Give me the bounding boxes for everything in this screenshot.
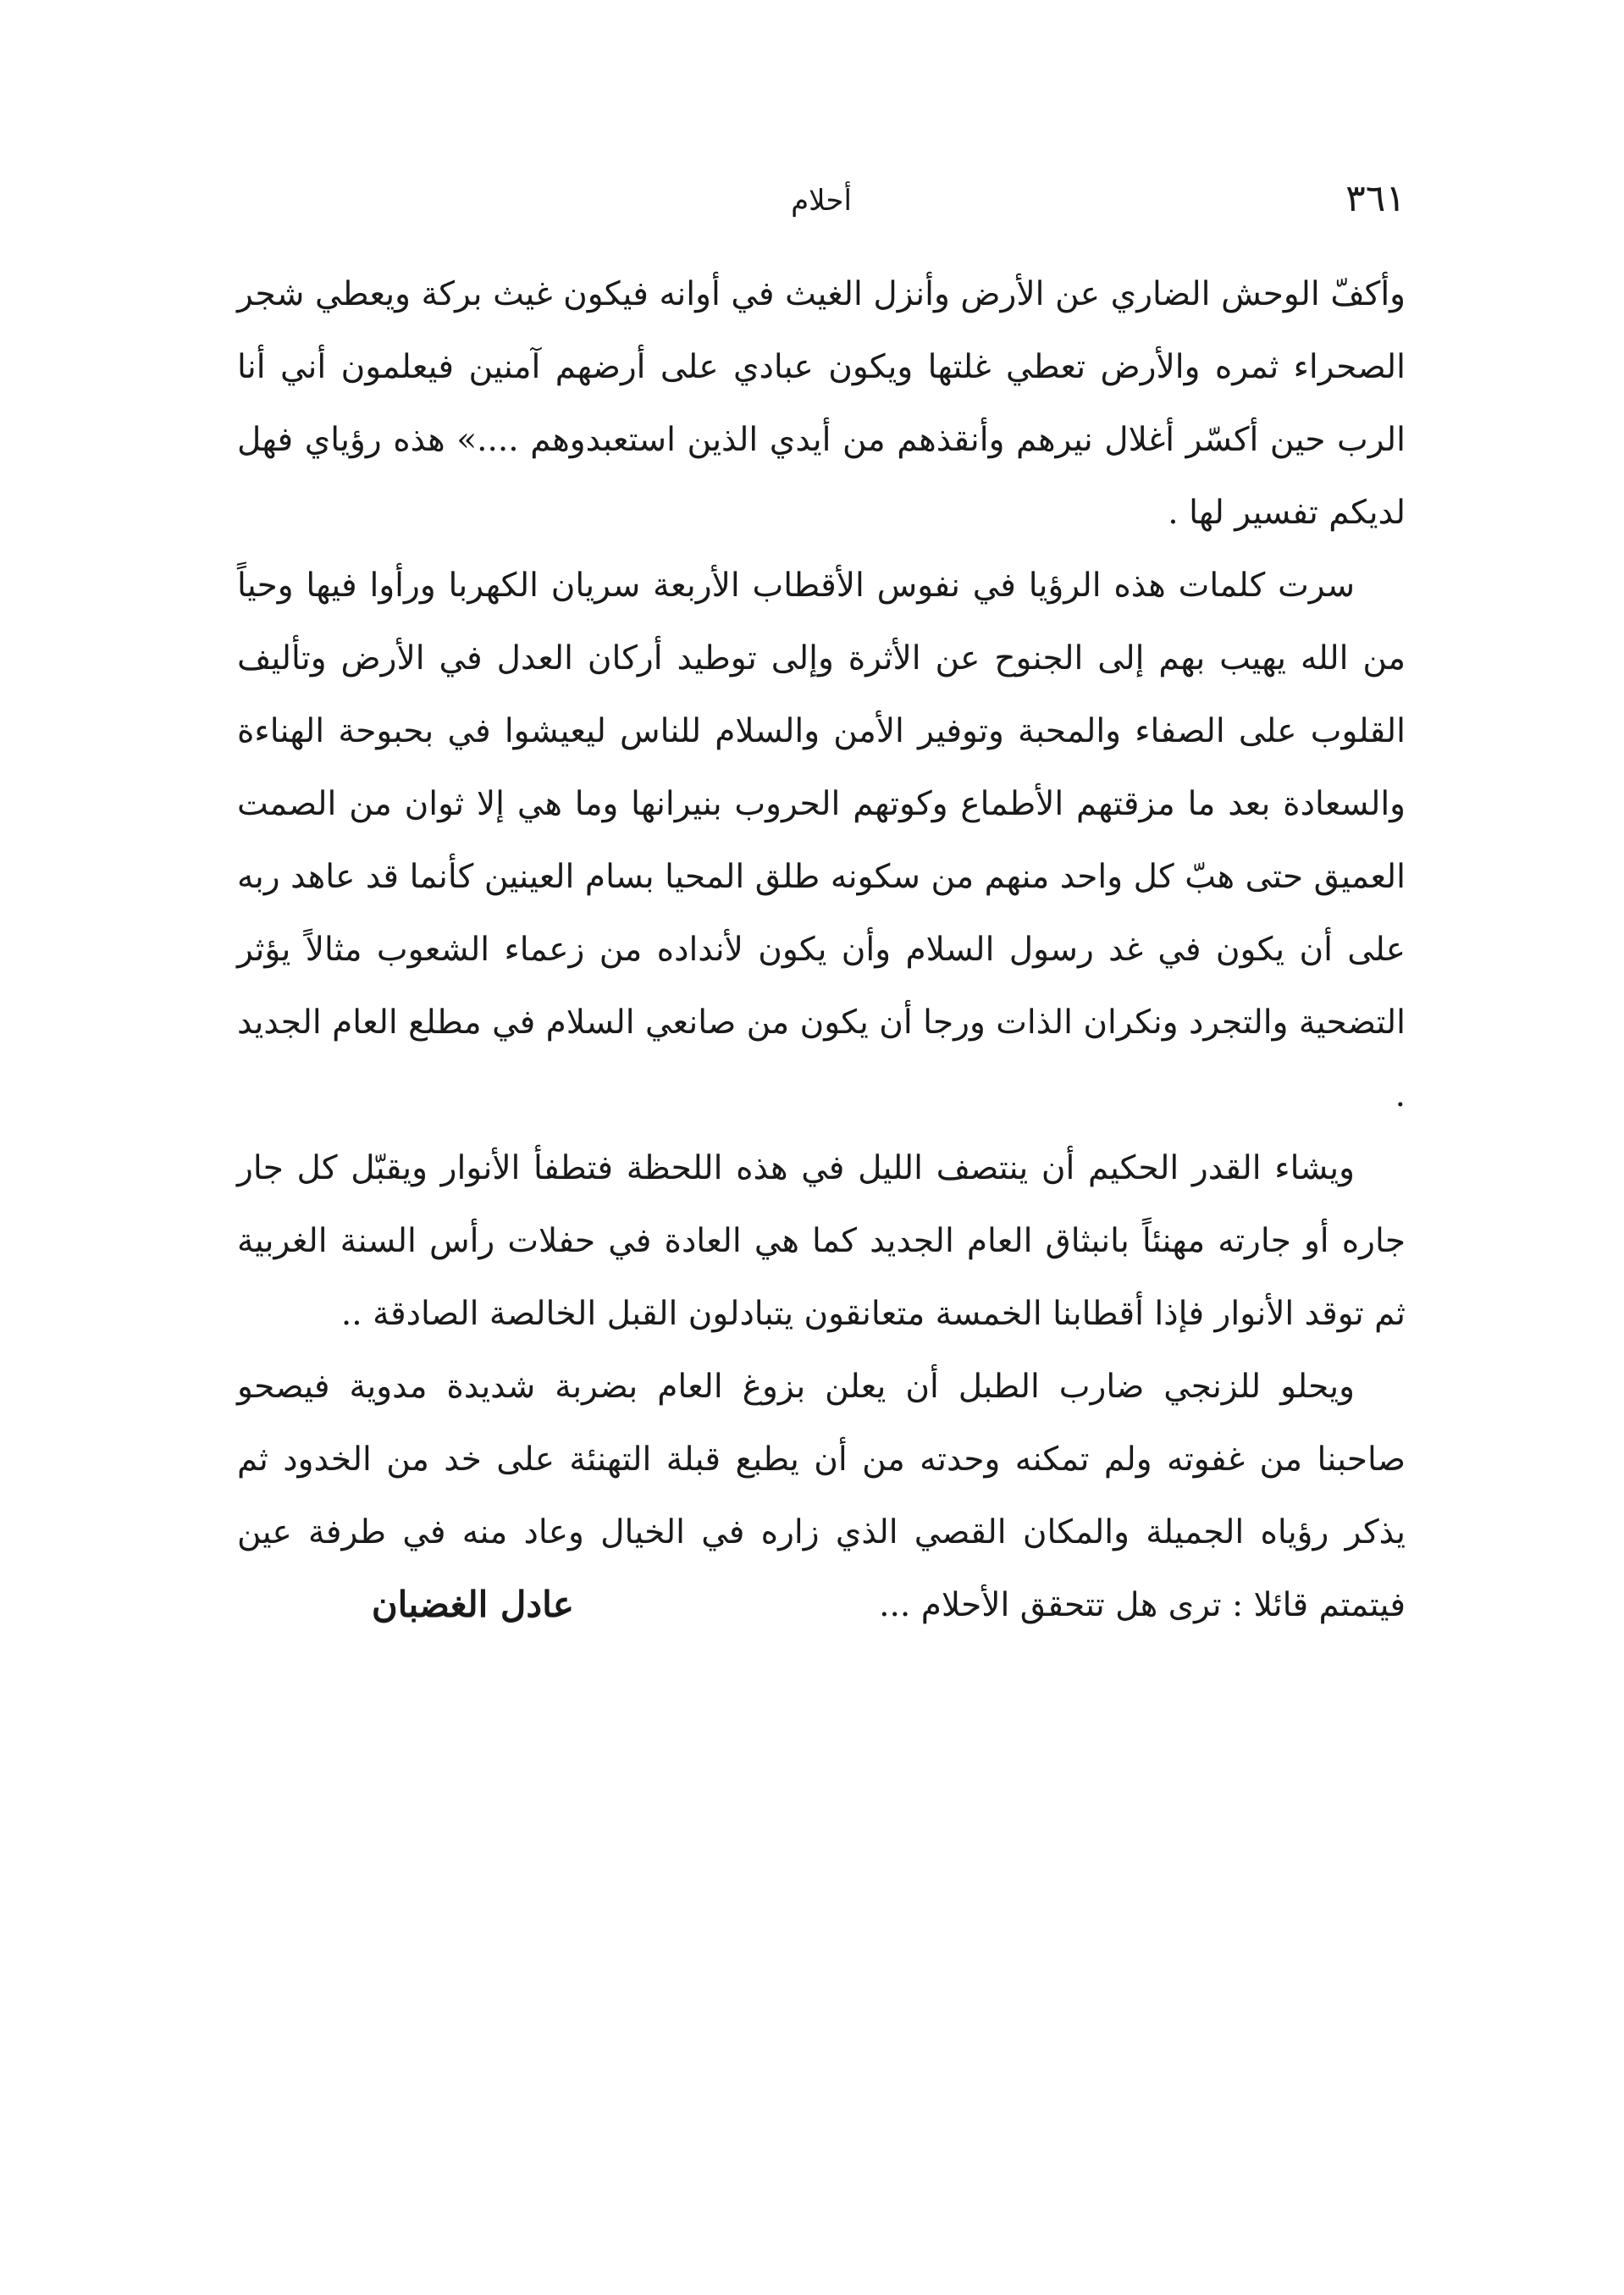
body-text: [237, 258, 1406, 1642]
running-title: أحلام: [791, 184, 852, 218]
author-signature: عادل الغضبان: [371, 1584, 574, 1625]
running-head: [237, 174, 1406, 224]
paragraph-3: ويشاء القدر الحكيم أن ينتصف الليل في هذه اللحظة فتطفأ الأنوار ويقبّل كل جار جاره أو جارته مهنئاً بانبثاق العام الجديد كما هي العادة في حفلات رأس السنة الغربية ثم توقد الأنوار فإذا أقطابنا الخمسة متعانقون يتبادلون القبل الخالصة الصادقة ..: [237, 1149, 1406, 1333]
page-number: ٣٦١: [1345, 177, 1406, 220]
paragraph-2: سرت كلمات هذه الرؤيا في نفوس الأقطاب الأربعة سريان الكهربا ورأوا فيها وحياً من الله يهيب بهم إلى الجنوح عن الأثرة وإلى توطيد أركان العدل في الأرض وتأليف القلوب على الصفاء والمحبة وتوفير الأمن والسلام للناس ليعيشوا في بحبوحة الهناءة والسعادة بعد ما مزقتهم الأطماع وكوتهم الحروب بنيرانها وما هي إلا ثوان من الصمت العميق حتى هبّ كل واحد منهم من سكونه طلق المحيا بسام العينين كأنما قد عاهد ربه على أن يكون في غد رسول السلام وأن يكون لأنداده من زعماء الشعوب مثالاً يؤثر التضحية والتجرد ونكران الذات ورجا أن يكون من صانعي السلام في مطلع العام الجديد .: [237, 567, 1406, 1114]
paragraph-4: ويحلو للزنجي ضارب الطبل أن يعلن بزوغ العام بضربة شديدة مدوية فيصحو صاحبنا من غفوته ولم تمكنه وحدته من أن يطبع قبلة التهنئة على خد من الخدود ثم يذكر رؤياه الجميلة والمكان القصي الذي زاره في الخيال وعاد منه في طرفة عين فيتمتم قائلا : ترى هل تتحقق الأحلام ...: [237, 1368, 1406, 1624]
paragraph-1: وأكفّ الوحش الضاري عن الأرض وأنزل الغيث في أوانه فيكون غيث بركة ويعطي شجر الصحراء ثمره والأرض تعطي غلتها ويكون عبادي على أرضهم آمنين فيعلمون أني أنا الرب حين أكسّر أغلال نيرهم وأنقذهم من أيدي الذين استعبدوهم ....» هذه رؤياي فهل لديكم تفسير لها .: [237, 275, 1406, 532]
